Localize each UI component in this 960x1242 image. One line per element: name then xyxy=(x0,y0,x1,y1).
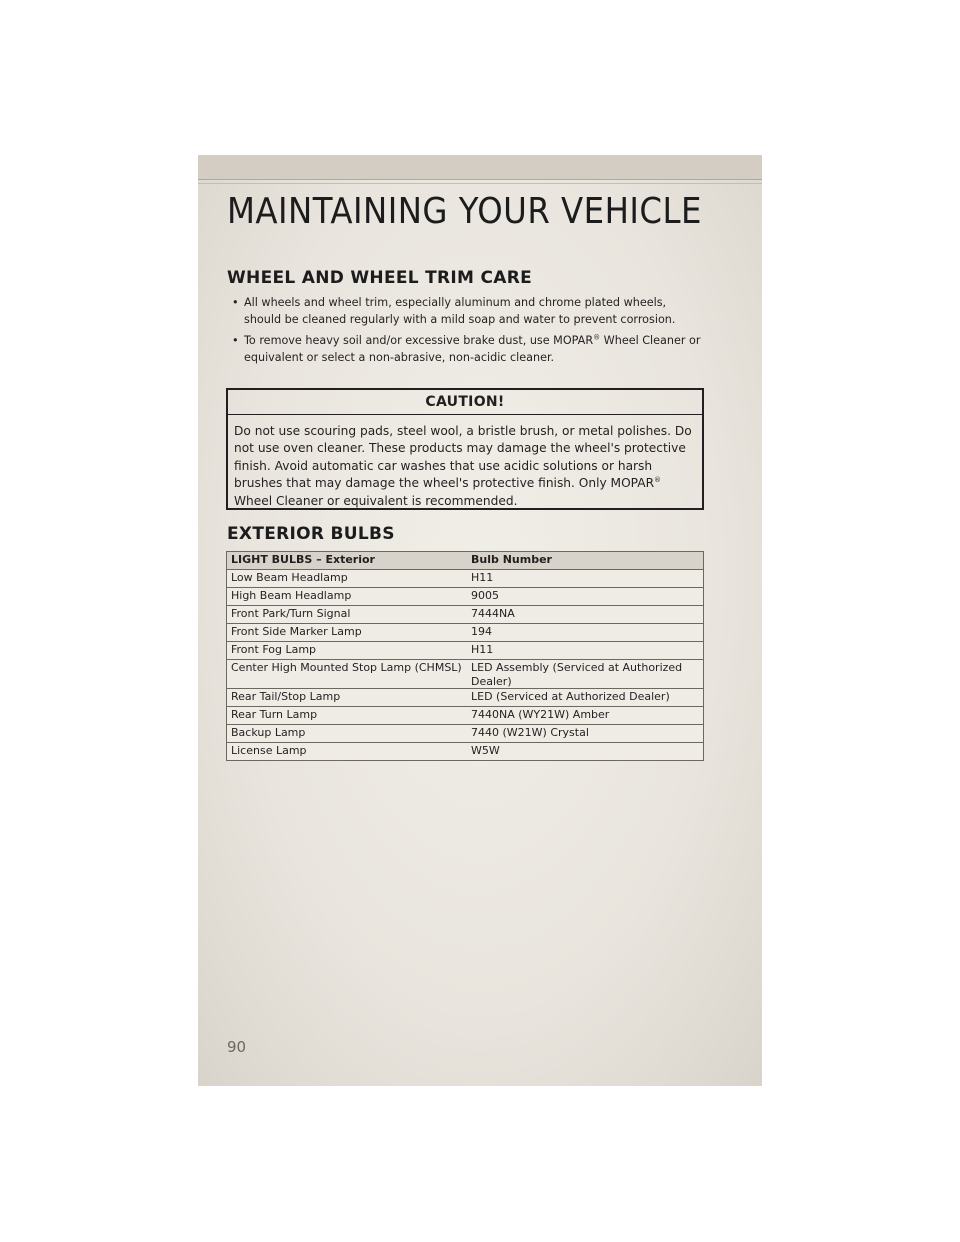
bulb-number: H11 xyxy=(467,642,704,660)
table-row xyxy=(227,606,704,624)
bulb-number: W5W xyxy=(467,743,704,761)
wheel-care-bullet: • To remove heavy soil and/or excessive brake dust, use MOPAR® Wheel Cleaner or equivalent or select a non-abrasive, non-acidic cleaner. xyxy=(232,333,702,366)
manual-page xyxy=(198,155,762,1086)
bulb-location: License Lamp xyxy=(227,743,468,761)
column-header-light-bulbs: LIGHT BULBS – Exterior xyxy=(227,552,468,570)
bulb-number: 7440 (W21W) Crystal xyxy=(467,725,704,743)
bulb-location: Center High Mounted Stop Lamp (CHMSL) xyxy=(227,660,468,689)
bulb-number: 9005 xyxy=(467,588,704,606)
table-row xyxy=(227,570,704,588)
column-header-bulb-number: Bulb Number xyxy=(467,552,704,570)
header-rule xyxy=(198,179,762,180)
bulb-location: High Beam Headlamp xyxy=(227,588,468,606)
caution-box xyxy=(226,388,704,510)
wheel-care-bullets xyxy=(232,295,702,371)
table-row xyxy=(227,689,704,707)
header-band xyxy=(198,155,762,179)
chapter-title: MAINTAINING YOUR VEHICLE xyxy=(227,191,702,232)
table-row xyxy=(227,624,704,642)
exterior-bulbs-table xyxy=(226,551,704,761)
bulb-location: Rear Tail/Stop Lamp xyxy=(227,689,468,707)
page-number: 90 xyxy=(227,1038,247,1056)
caution-title: CAUTION! xyxy=(228,390,702,415)
table-row xyxy=(227,743,704,761)
wheel-care-bullet: • All wheels and wheel trim, especially aluminum and chrome plated wheels, should be cleaned regularly with a mild soap and water to prevent corrosion. xyxy=(232,295,702,328)
table-row xyxy=(227,642,704,660)
bulb-location: Low Beam Headlamp xyxy=(227,570,468,588)
table-row xyxy=(227,725,704,743)
bulb-number: H11 xyxy=(467,570,704,588)
bulb-location: Rear Turn Lamp xyxy=(227,707,468,725)
bulb-location: Backup Lamp xyxy=(227,725,468,743)
caution-text: Do not use scouring pads, steel wool, a bristle brush, or metal polishes. Do not use oven cleaner. These products may damage the wheel's protective finish. Avoid automatic car washes that use acidic solutions or harsh brushes that may damage the wheel's protective finish. Only MOPAR® Wheel Cleaner or equivalent is recommended. xyxy=(234,424,692,508)
wheel-care-heading: WHEEL AND WHEEL TRIM CARE xyxy=(227,268,533,288)
table-row xyxy=(227,660,704,689)
bulb-number: LED (Serviced at Authorized Dealer) xyxy=(467,689,704,707)
table-row xyxy=(227,588,704,606)
header-rule-secondary xyxy=(198,183,762,184)
bulb-number: 194 xyxy=(467,624,704,642)
bulb-number: LED Assembly (Serviced at Authorized Dealer) xyxy=(467,660,704,689)
table-row xyxy=(227,707,704,725)
bulb-number: 7444NA xyxy=(467,606,704,624)
bulb-location: Front Fog Lamp xyxy=(227,642,468,660)
bulb-location: Front Side Marker Lamp xyxy=(227,624,468,642)
bulb-location: Front Park/Turn Signal xyxy=(227,606,468,624)
exterior-bulbs-heading: EXTERIOR BULBS xyxy=(227,524,395,544)
table-header-row xyxy=(227,552,704,570)
bulb-number: 7440NA (WY21W) Amber xyxy=(467,707,704,725)
